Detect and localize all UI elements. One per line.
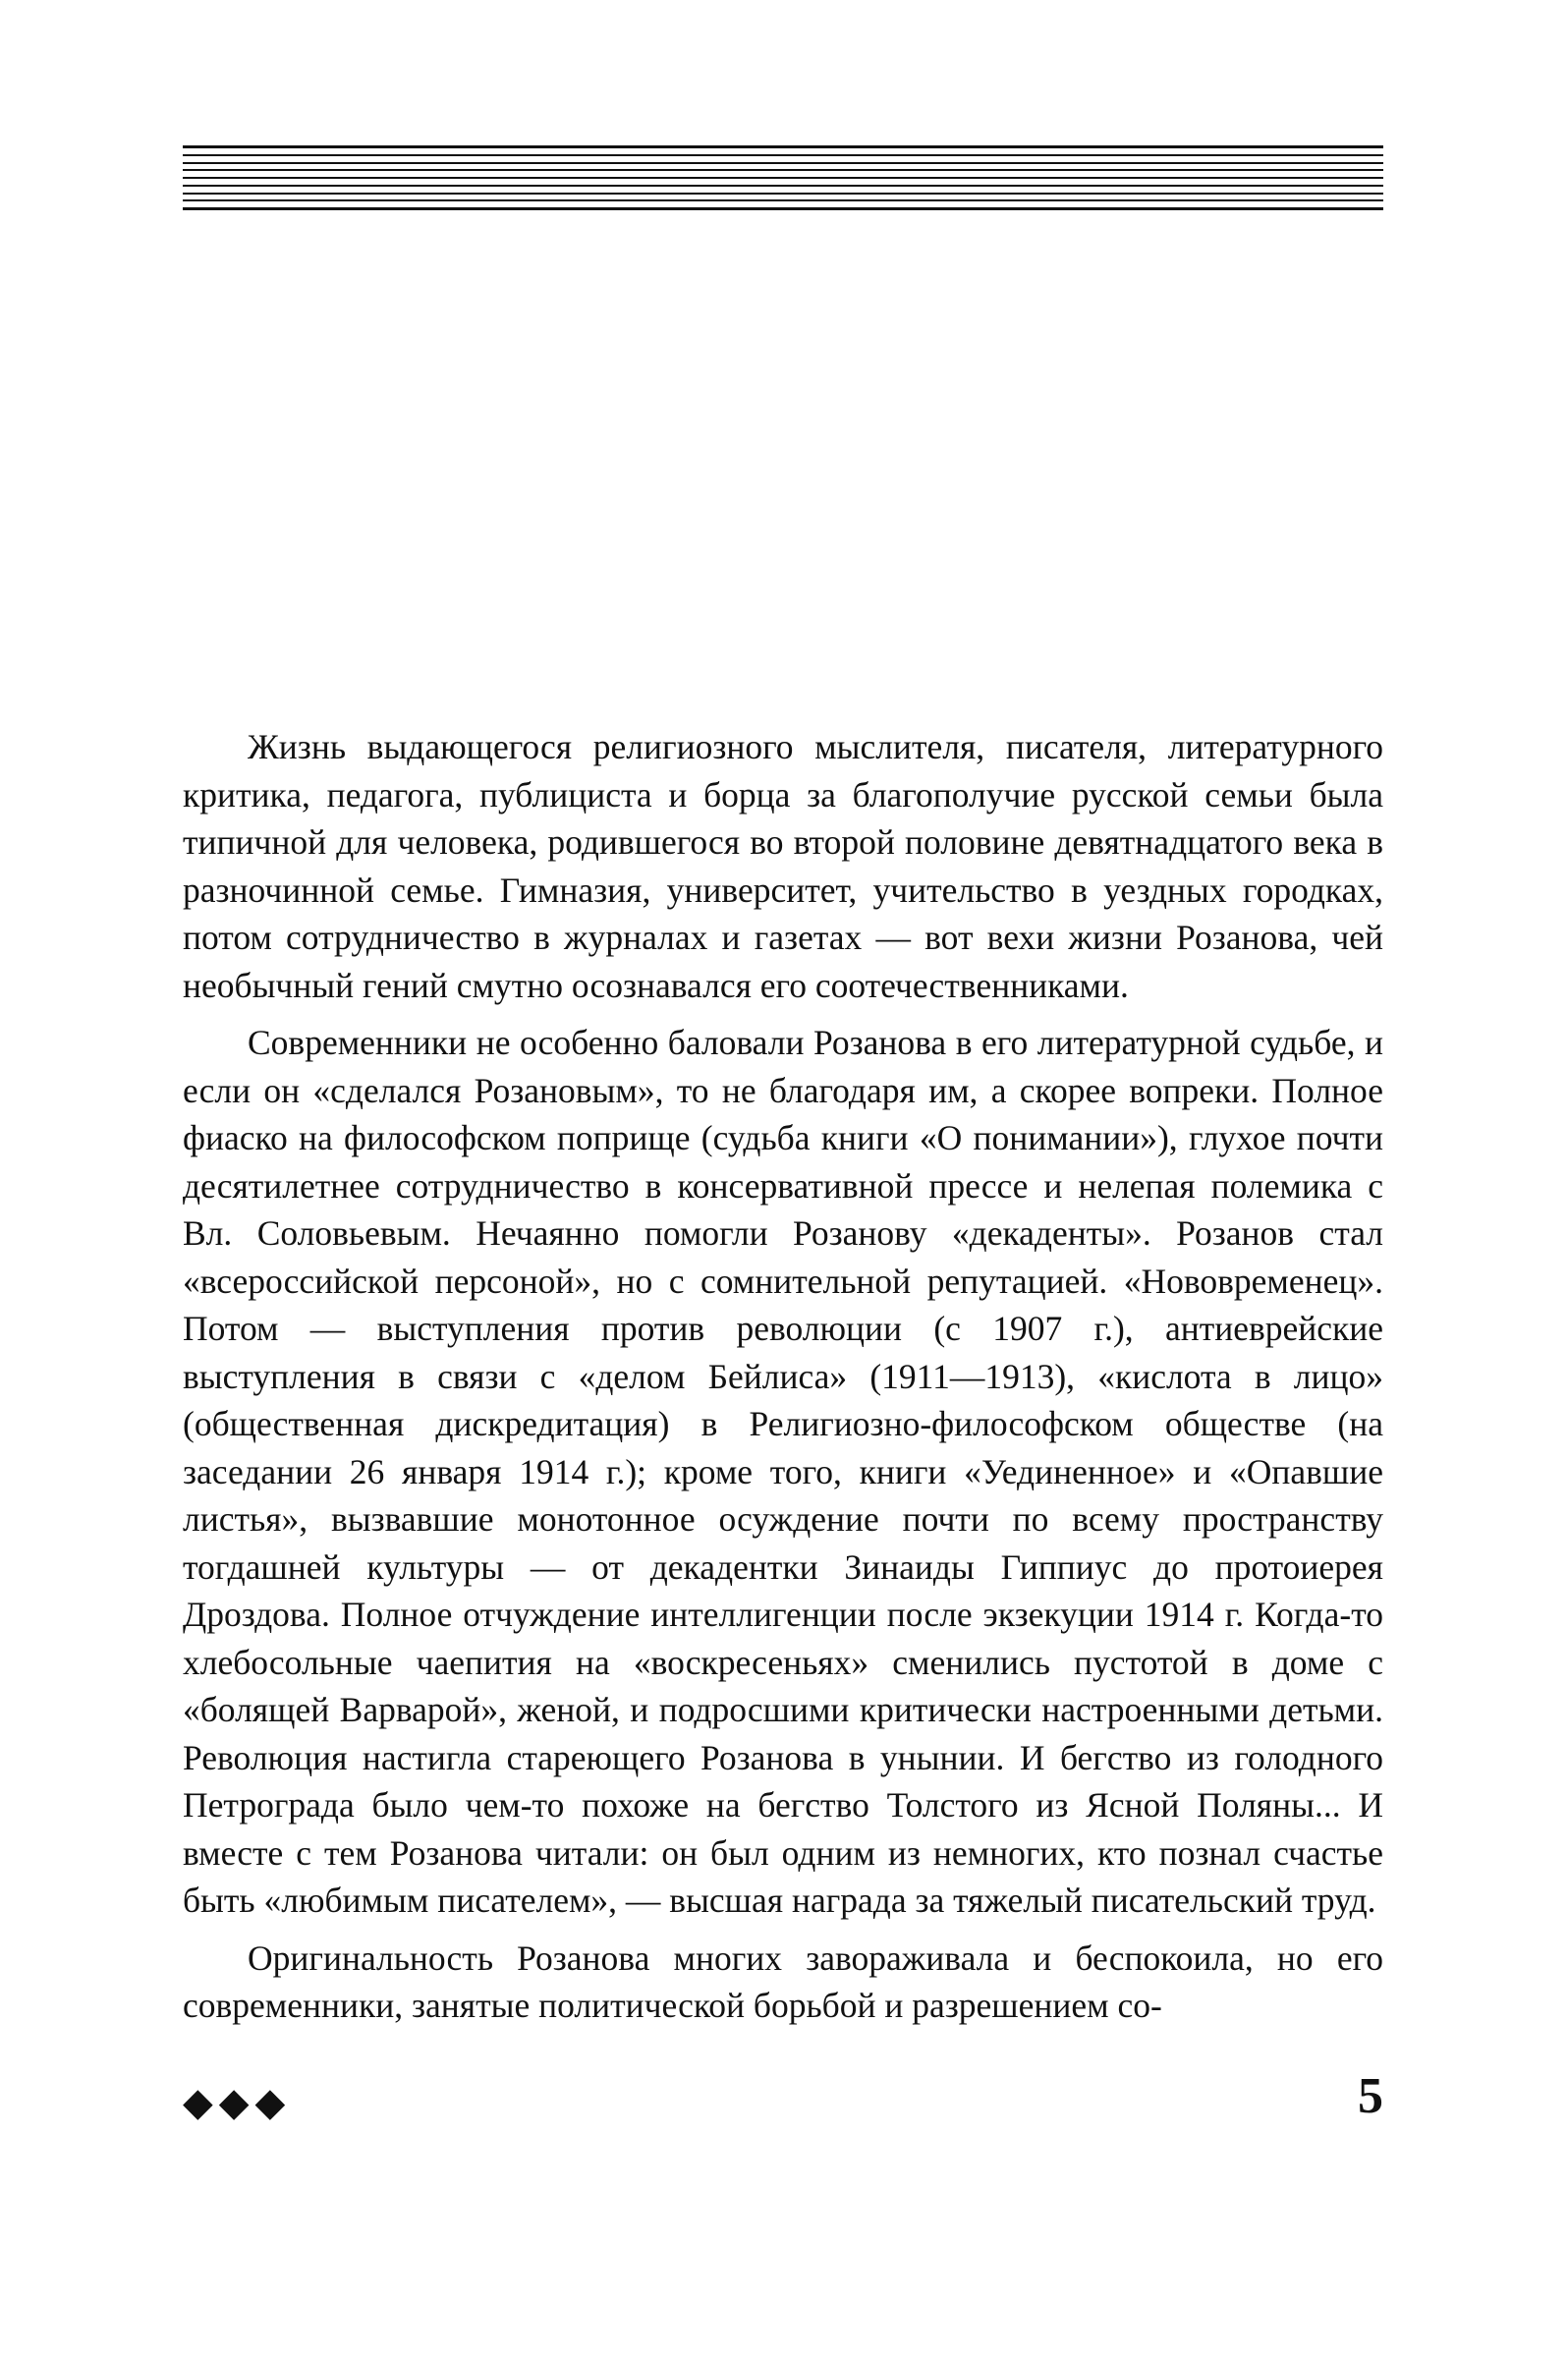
header-rule-line [183, 185, 1383, 187]
header-rule-line [183, 193, 1383, 195]
footer-ornament: ◆◆◆ [183, 2080, 292, 2125]
header-rule-line [183, 169, 1383, 171]
header-rule-line [183, 154, 1383, 156]
body-text [183, 723, 1383, 2040]
paragraph: Жизнь выдающегося религиозного мыслителя, писателя, литературного критика, педагога, публициста и борца за благополучие русской семьи была типичной для человека, родившегося во второй половине девятнадцатого века в разночинной семье. Гимназия, университет, учительство в уездных городках, потом сотрудничество в журналах и газетах — вот вехи жизни Розанова, чей необычный гений смутно осознавался его соотечественниками. [183, 727, 1383, 1005]
header-rule-line [183, 162, 1383, 164]
paragraph: Современники не особенно баловали Розанова в его литературной судьбе, и если он «сделался Розановым», то не благодаря им, а скорее вопреки. Полное фиаско на философском поприще (судьба книги «О понимании»), глухое почти десятилетнее сотрудничество в консервативной прессе и нелепая полемика с Вл. Соловьевым. Нечаянно помогли Розанову «декаденты». Розанов стал «всероссийской персоной», но с сомнительной репутацией. «Нововременец». Потом — выступления против революции (с 1907 г.), антиеврейские выступления в связи с «делом Бейлиса» (1911—1913), «кислота в лицо» (общественная дискредитация) в Религиозно-философском обществе (на заседании 26 января 1914 г.); кроме того, книги «Уединенное» и «Опавшие листья», вызвавшие монотонное осуждение почти по всему пространству тогдашней культуры — от декадентки Зинаиды Гиппиус до протоиерея Дроздова. Полное отчуждение интеллигенции после экзекуции 1914 г. Когда-то хлебосольные чаепития на «воскресеньях» сменились пустотой в доме с «болящей Варварой», женой, и подросшими критически настроенными детьми. Революция настигла стареющего Розанова в унынии. И бегство из голодного Петрограда было чем-то похоже на бегство Толстого из Ясной Поляны... И вместе с тем Розанова читали: он был одним из немногих, кто познал счастье быть «любимым писателем», — высшая награда за тяжелый писательский труд. [183, 1023, 1383, 1920]
page-number: 5 [1358, 2068, 1383, 2124]
header-rule-line [183, 177, 1383, 179]
header-decorative-rule [183, 145, 1383, 210]
header-rule-line [183, 207, 1383, 210]
header-rule-line [183, 145, 1383, 148]
header-rule-line [183, 199, 1383, 201]
paragraph: Оригинальность Розанова многих завораживала и беспокоила, но его современники, занятые политической борьбой и разрешением со- [183, 1938, 1383, 2025]
